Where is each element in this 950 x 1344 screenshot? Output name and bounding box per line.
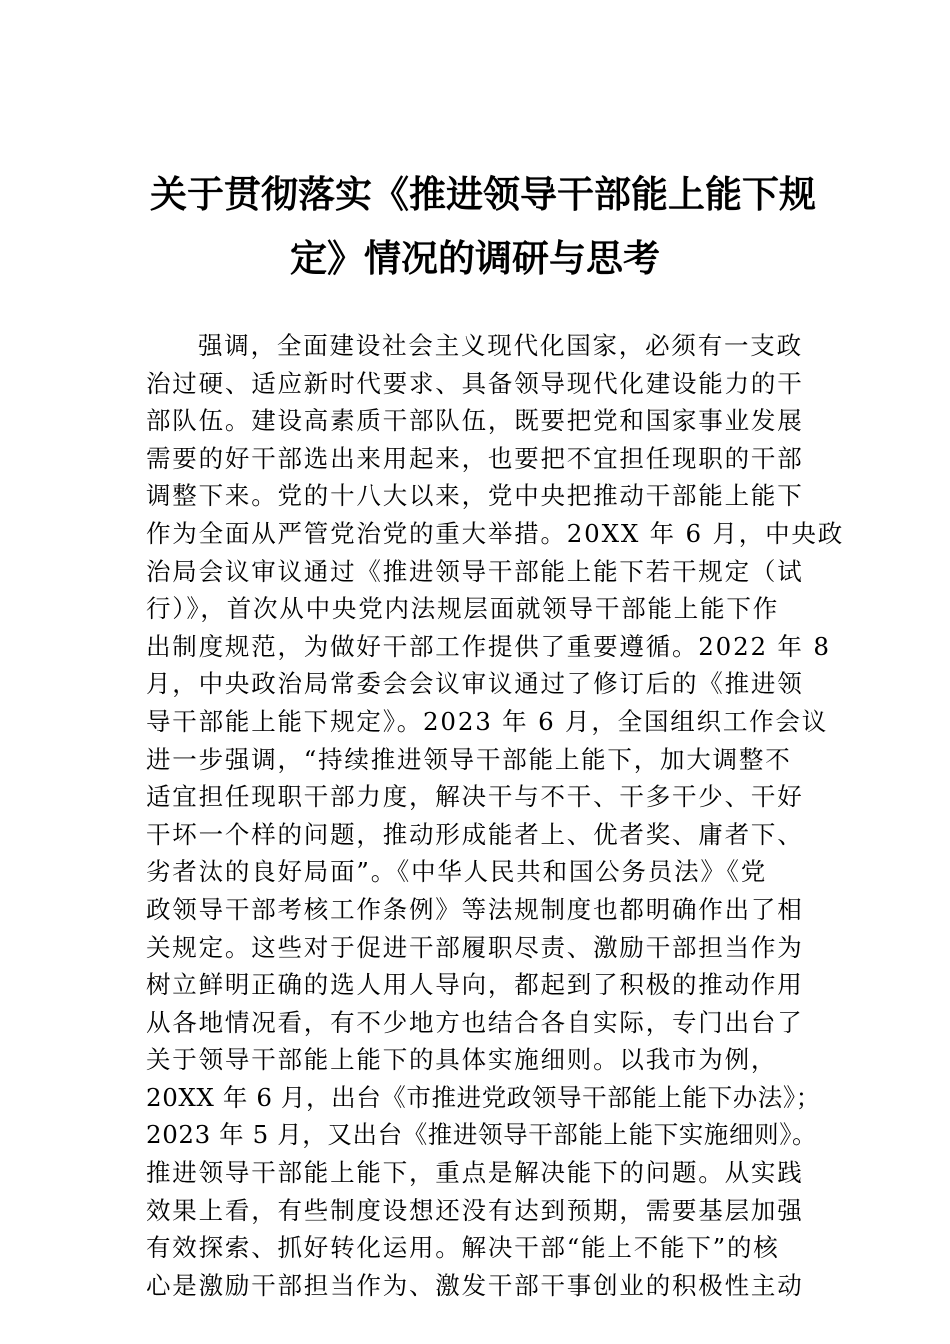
body-line: 强调，全面建设社会主义现代化国家，必须有一支政 xyxy=(198,331,803,360)
body-line: 关规定。这些对于促进干部履职尽责、激励干部担当作为 xyxy=(146,932,804,962)
body-line: 需要的好干部选出来用起来，也要把不宜担任现职的干部 xyxy=(146,443,804,473)
body-line: 导干部能上能下规定》。2023 年 6 月，全国组织工作会议 xyxy=(146,706,829,736)
body-line: 树立鲜明正确的选人用人导向，都起到了积极的推动作用 xyxy=(146,970,804,1000)
body-line: 进一步强调，“持续推进领导干部能上能下，加大调整不 xyxy=(146,744,792,774)
body-line: 2023 年 5 月，又出台《推进领导干部能上能下实施细则》。 xyxy=(146,1120,818,1150)
body-line: 出制度规范，为做好干部工作提供了重要遵循。2022 年 8 xyxy=(146,631,831,661)
title-line: 关于贯彻落实《推进领导干部能上能下规 xyxy=(150,172,816,216)
body-line: 干坏一个样的问题，推动形成能者上、优者奖、庸者下、 xyxy=(146,819,804,849)
body-line: 有效探索、抓好转化运用。解决干部“能上不能下”的核 xyxy=(146,1233,780,1263)
document-title xyxy=(150,162,816,290)
body-line: 心是激励干部担当作为、激发干部干事创业的积极性主动 xyxy=(146,1270,804,1300)
body-line: 20XX 年 6 月，出台《市推进党政领导干部能上能下办法》； xyxy=(146,1082,821,1112)
body-line: 关于领导干部能上能下的具体实施细则。以我市为例， xyxy=(146,1045,778,1075)
body-line: 治过硬、适应新时代要求、具备领导现代化建设能力的干 xyxy=(146,368,804,398)
body-line: 调整下来。党的十八大以来，党中央把推动干部能上能下 xyxy=(146,481,804,511)
body-line: 效果上看，有些制度设想还没有达到预期，需要基层加强 xyxy=(146,1195,804,1225)
body-line: 月，中央政治局常委会会议审议通过了修订后的《推进领 xyxy=(146,669,804,699)
body-line: 从各地情况看，有不少地方也结合各自实际，专门出台了 xyxy=(146,1007,804,1037)
body-line: 推进领导干部能上能下，重点是解决能下的问题。从实践 xyxy=(146,1158,804,1188)
body-line: 治局会议审议通过《推进领导干部能上能下若干规定（试 xyxy=(146,556,804,586)
body-paragraph xyxy=(146,327,845,1304)
body-line: 政领导干部考核工作条例》等法规制度也都明确作出了相 xyxy=(146,894,804,924)
body-line: 作为全面从严管党治党的重大举措。20XX 年 6 月，中央政 xyxy=(146,518,845,548)
body-line: 行）》，首次从中央党内法规层面就领导干部能上能下作 xyxy=(146,594,779,624)
body-line: 部队伍。建设高素质干部队伍，既要把党和国家事业发展 xyxy=(146,406,804,436)
body-line: 适宜担任现职干部力度，解决干与不干、干多干少、干好 xyxy=(146,782,804,812)
title-line: 定》情况的调研与思考 xyxy=(290,236,660,280)
body-line: 劣者汰的良好局面”。《中华人民共和国公务员法》《党 xyxy=(146,857,768,887)
